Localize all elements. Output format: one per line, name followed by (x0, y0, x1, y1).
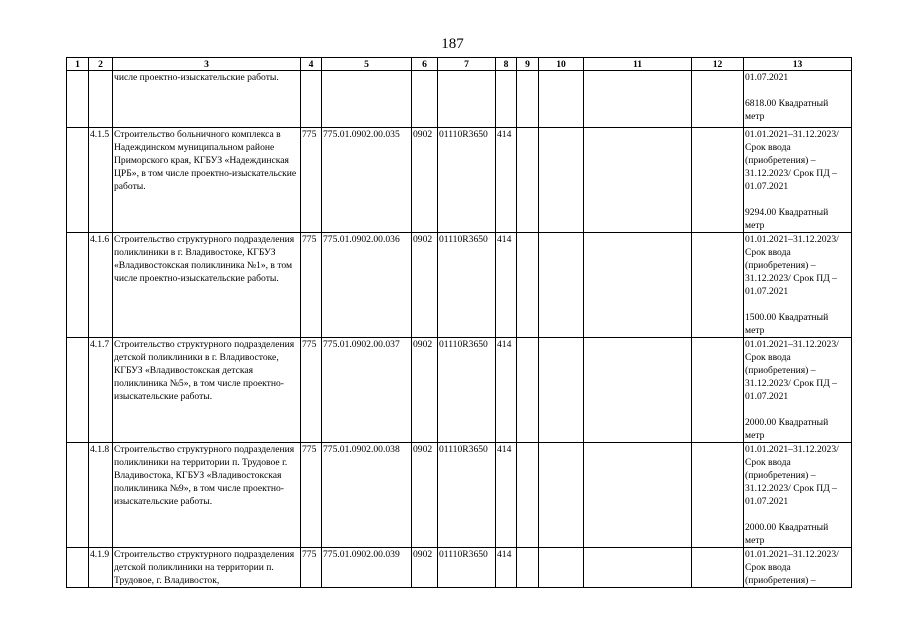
cell-col8 (496, 71, 517, 128)
cell-col7: 01110R3650 (438, 233, 496, 338)
cell-col12 (692, 338, 744, 443)
cell-col11 (584, 233, 692, 338)
cell-col5: 775.01.0902.00.039 (322, 548, 412, 588)
cell-col8: 414 (496, 338, 517, 443)
table-row (67, 128, 852, 233)
item-dates: 01.01.2021–31.12.2023/ Срок ввода (приобретения) – 31.12.2023/ Срок ПД – 01.07.2021 (745, 234, 839, 297)
cell-col7 (438, 71, 496, 128)
header-row (67, 58, 852, 71)
cell-col4: 775 (301, 233, 322, 338)
item-area: 1500.00 Квадратный метр (745, 312, 829, 336)
document-table (66, 57, 852, 588)
cell-col6: 0902 (412, 443, 438, 548)
item-description: Строительство структурного подразделения детской поликлиники в г. Владивостоке, КГБУЗ «Владивостокская детская поликлиника №5», в том числе проектно-изыскательские работы. (113, 338, 301, 443)
item-area: 6818.00 Квадратный метр (745, 98, 829, 122)
cell-col7: 01110R3650 (438, 128, 496, 233)
item-description: Строительство больничного комплекса в Надеждинском муниципальном районе Приморского края, КГБУЗ «Надеждинская ЦРБ», в том числе проектно-изыскательские работы. (113, 128, 301, 233)
cell-col6: 0902 (412, 548, 438, 588)
item-number: 4.1.7 (89, 338, 113, 443)
item-dates: 01.01.2021–31.12.2023/ Срок ввода (приобретения) – 31.12.2023/ Срок ПД – 01.07.2021 (745, 339, 839, 402)
item-description: Строительство структурного подразделения детской поликлиники на территории п. Трудовое, г. Владивосток, (113, 548, 301, 588)
cell-col13 (744, 548, 852, 588)
item-dates: 01.01.2021–31.12.2023/ Срок ввода (приобретения) – 31.12.2023/ Срок ПД – 01.07.2021 (745, 129, 839, 192)
cell-col11 (584, 338, 692, 443)
cell-col12 (692, 443, 744, 548)
cell-col7: 01110R3650 (438, 443, 496, 548)
item-dates: 01.01.2021–31.12.2023/ Срок ввода (приобретения) – 31.12.2023/ Срок ПД – 01.07.2021 (745, 444, 839, 507)
header-cell: 12 (692, 58, 744, 71)
cell-col4: 775 (301, 128, 322, 233)
item-number: 4.1.8 (89, 443, 113, 548)
cell-col4 (301, 71, 322, 128)
item-description: Строительство структурного подразделения поликлиники на территории п. Трудовое г. Владивостока, КГБУЗ «Владивостокская поликлиника №9», в том числе проектно-изыскательские работы. (113, 443, 301, 548)
cell-col11 (584, 71, 692, 128)
cell-col9 (517, 128, 539, 233)
item-description: числе проектно-изыскательские работы. (113, 71, 301, 128)
cell-col12 (692, 71, 744, 128)
cell-col11 (584, 548, 692, 588)
cell-col4: 775 (301, 443, 322, 548)
item-number: 4.1.9 (89, 548, 113, 588)
table-row (67, 443, 852, 548)
cell-col7: 01110R3650 (438, 338, 496, 443)
cell-col10 (539, 548, 584, 588)
cell-col13 (744, 128, 852, 233)
cell-col13 (744, 443, 852, 548)
header-cell: 6 (412, 58, 438, 71)
cell-col8: 414 (496, 548, 517, 588)
cell-col4: 775 (301, 338, 322, 443)
item-number: 4.1.6 (89, 233, 113, 338)
item-area: 2000.00 Квадратный метр (745, 417, 829, 441)
cell-col5 (322, 71, 412, 128)
cell-col6: 0902 (412, 338, 438, 443)
cell-col8: 414 (496, 233, 517, 338)
cell-col12 (692, 548, 744, 588)
cell-col9 (517, 548, 539, 588)
cell-col6 (412, 71, 438, 128)
cell-col10 (539, 233, 584, 338)
cell-col13 (744, 338, 852, 443)
cell-col5: 775.01.0902.00.035 (322, 128, 412, 233)
cell-col4: 775 (301, 548, 322, 588)
item-dates: 01.07.2021 (745, 72, 789, 83)
header-cell: 13 (744, 58, 852, 71)
table-row (67, 233, 852, 338)
item-dates: 01.01.2021–31.12.2023/ Срок ввода (приобретения) – (745, 549, 839, 586)
cell-col12 (692, 128, 744, 233)
cell-col5: 775.01.0902.00.036 (322, 233, 412, 338)
cell-col6: 0902 (412, 128, 438, 233)
item-number (89, 71, 113, 128)
item-area: 9294.00 Квадратный метр (745, 207, 829, 231)
header-cell: 7 (438, 58, 496, 71)
item-description: Строительство структурного подразделения поликлиники в г. Владивостоке, КГБУЗ «Владивостокская поликлиника №1», в том числе проектно-изыскательские работы. (113, 233, 301, 338)
cell-col9 (517, 71, 539, 128)
cell-col8: 414 (496, 443, 517, 548)
item-number: 4.1.5 (89, 128, 113, 233)
cell-col1 (67, 71, 89, 128)
cell-col10 (539, 71, 584, 128)
cell-col11 (584, 443, 692, 548)
cell-col13 (744, 71, 852, 128)
item-area: 2000.00 Квадратный метр (745, 522, 829, 546)
header-cell: 2 (89, 58, 113, 71)
header-cell: 9 (517, 58, 539, 71)
cell-col10 (539, 338, 584, 443)
header-cell: 8 (496, 58, 517, 71)
cell-col7: 01110R3650 (438, 548, 496, 588)
cell-col1 (67, 443, 89, 548)
cell-col1 (67, 338, 89, 443)
cell-col11 (584, 128, 692, 233)
cell-col10 (539, 443, 584, 548)
cell-col10 (539, 128, 584, 233)
cell-col9 (517, 443, 539, 548)
header-cell: 5 (322, 58, 412, 71)
header-cell: 4 (301, 58, 322, 71)
header-cell: 1 (67, 58, 89, 71)
cell-col1 (67, 128, 89, 233)
cell-col6: 0902 (412, 233, 438, 338)
header-cell: 11 (584, 58, 692, 71)
table-row (67, 71, 852, 128)
table-row (67, 338, 852, 443)
cell-col9 (517, 338, 539, 443)
cell-col1 (67, 233, 89, 338)
cell-col8: 414 (496, 128, 517, 233)
cell-col9 (517, 233, 539, 338)
page-number: 187 (441, 36, 464, 52)
cell-col13 (744, 233, 852, 338)
header-cell: 3 (113, 58, 301, 71)
cell-col1 (67, 548, 89, 588)
cell-col12 (692, 233, 744, 338)
cell-col5: 775.01.0902.00.038 (322, 443, 412, 548)
table-row (67, 548, 852, 588)
cell-col5: 775.01.0902.00.037 (322, 338, 412, 443)
header-cell: 10 (539, 58, 584, 71)
